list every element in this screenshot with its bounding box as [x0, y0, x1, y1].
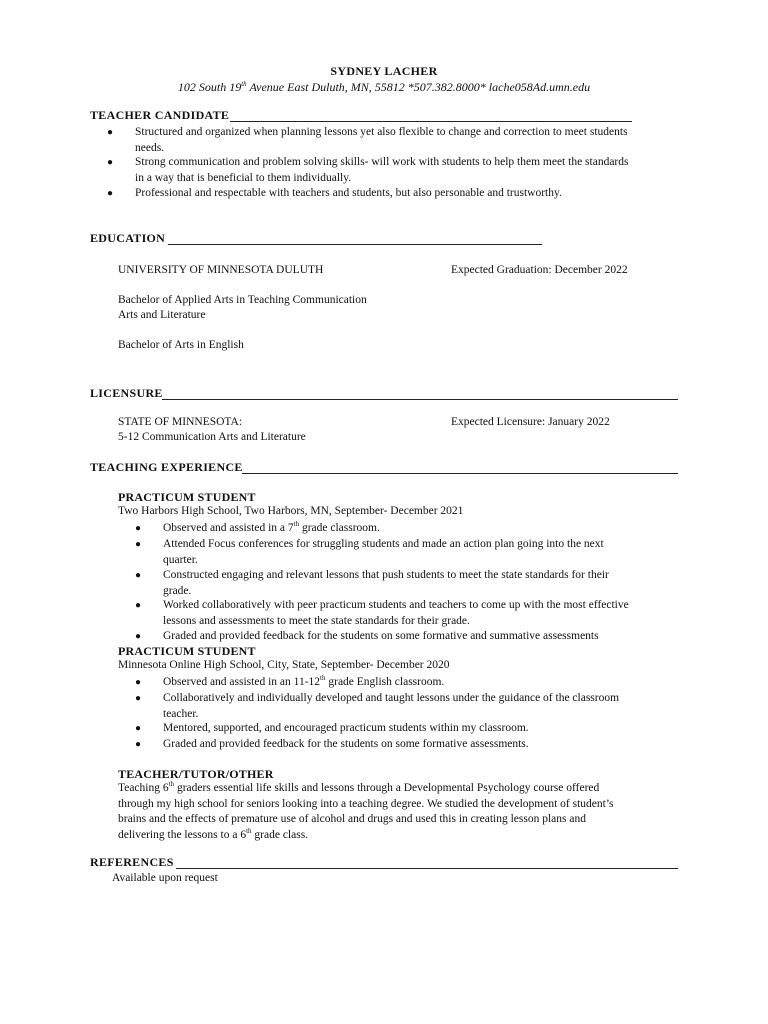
degree: Bachelor of Arts in English: [118, 339, 244, 351]
bullet-icon: ●: [135, 523, 142, 534]
role-description: Teaching 6th graders essential life skills and lessons through a Developmental Psychology course offered through my high school for seniors looking into a teaching degree. We studied the development of student’s brains and the effects of premature use of alcohol and drugs and used this in creating lesson plans and delivering the lessons to a 6th grade class.: [118, 780, 614, 841]
degree: Bachelor of Applied Arts in Teaching Communication: [118, 294, 367, 306]
references-text: Available upon request: [112, 872, 218, 884]
role-place: Minnesota Online High School, City, State, September- December 2020: [118, 659, 450, 671]
section-underline: [176, 868, 678, 869]
list-item: ● Collaboratively and individually developed and taught lessons under the guidance of the classroom teacher.: [135, 692, 620, 720]
list-item: ● Attended Focus conferences for struggling students and made an action plan going into the next quarter.: [135, 538, 604, 566]
bullet-icon: ●: [135, 631, 142, 642]
role-title: PRACTICUM STUDENT: [118, 644, 256, 658]
section-title-teacher-candidate: TEACHER CANDIDATE: [90, 108, 230, 122]
resume-name: SYDNEY LACHER: [330, 64, 438, 78]
section-underline: [162, 399, 678, 400]
list-item: ● Structured and organized when planning lessons yet also flexible to change and correction to meet students needs.: [107, 126, 628, 154]
section-underline: [242, 473, 678, 474]
degree-continued: Arts and Literature: [118, 309, 206, 321]
section-title-teaching-experience: TEACHING EXPERIENCE: [90, 460, 243, 474]
section-title-education: EDUCATION: [90, 231, 166, 245]
list-item: ● Graded and provided feedback for the students on some formative and summative assessments: [163, 629, 599, 645]
section-underline: [230, 121, 632, 122]
list-item: ● Constructed engaging and relevant lessons that push students to meet the state standards for their grade.: [135, 569, 609, 597]
list-item: ● Professional and respectable with teachers and students, but also personable and trustworthy.: [135, 186, 562, 202]
list-item: ● Strong communication and problem solving skills- will work with students to help them meet the standards in a way that is beneficial to them individually.: [107, 156, 629, 184]
role-place: Two Harbors High School, Two Harbors, MN, September- December 2021: [118, 505, 464, 517]
bullet-icon: ●: [107, 127, 114, 138]
bullet-icon: ●: [135, 570, 142, 581]
list-item: ● Observed and assisted in a 7th grade classroom.: [163, 521, 380, 537]
bullet-icon: ●: [107, 188, 114, 199]
bullet-icon: ●: [135, 739, 142, 750]
list-item: ● Worked collaboratively with peer practicum students and teachers to come up with the most effective lessons and assessments to meet the state standards for their grade.: [135, 599, 629, 627]
bullet-icon: ●: [135, 600, 142, 611]
bullet-icon: ●: [135, 723, 142, 734]
license-state: STATE OF MINNESOTA:: [118, 416, 243, 428]
role-title: TEACHER/TUTOR/OTHER: [118, 767, 274, 781]
list-item: ● Mentored, supported, and encouraged practicum students within my classroom.: [163, 721, 529, 737]
bullet-icon: ●: [135, 539, 142, 550]
list-item: ● Observed and assisted in an 11-12th grade English classroom.: [163, 675, 444, 691]
license-area: 5-12 Communication Arts and Literature: [118, 431, 306, 443]
list-item: ● Graded and provided feedback for the students on some formative assessments.: [163, 737, 529, 753]
contact-line: 102 South 19th Avenue East Duluth, MN, 55812 *507.382.8000* lache058Ad.umn.edu: [177, 80, 591, 94]
section-underline: [168, 244, 542, 245]
bullet-icon: ●: [107, 157, 114, 168]
section-title-licensure: LICENSURE: [90, 386, 163, 400]
section-title-references: REFERENCES: [90, 855, 174, 869]
role-title: PRACTICUM STUDENT: [118, 490, 256, 504]
bullet-icon: ●: [135, 677, 142, 688]
school-name: UNIVERSITY OF MINNESOTA DULUTH: [118, 264, 324, 276]
license-date: Expected Licensure: January 2022: [451, 416, 610, 428]
bullet-icon: ●: [135, 693, 142, 704]
graduation-date: Expected Graduation: December 2022: [451, 264, 628, 276]
